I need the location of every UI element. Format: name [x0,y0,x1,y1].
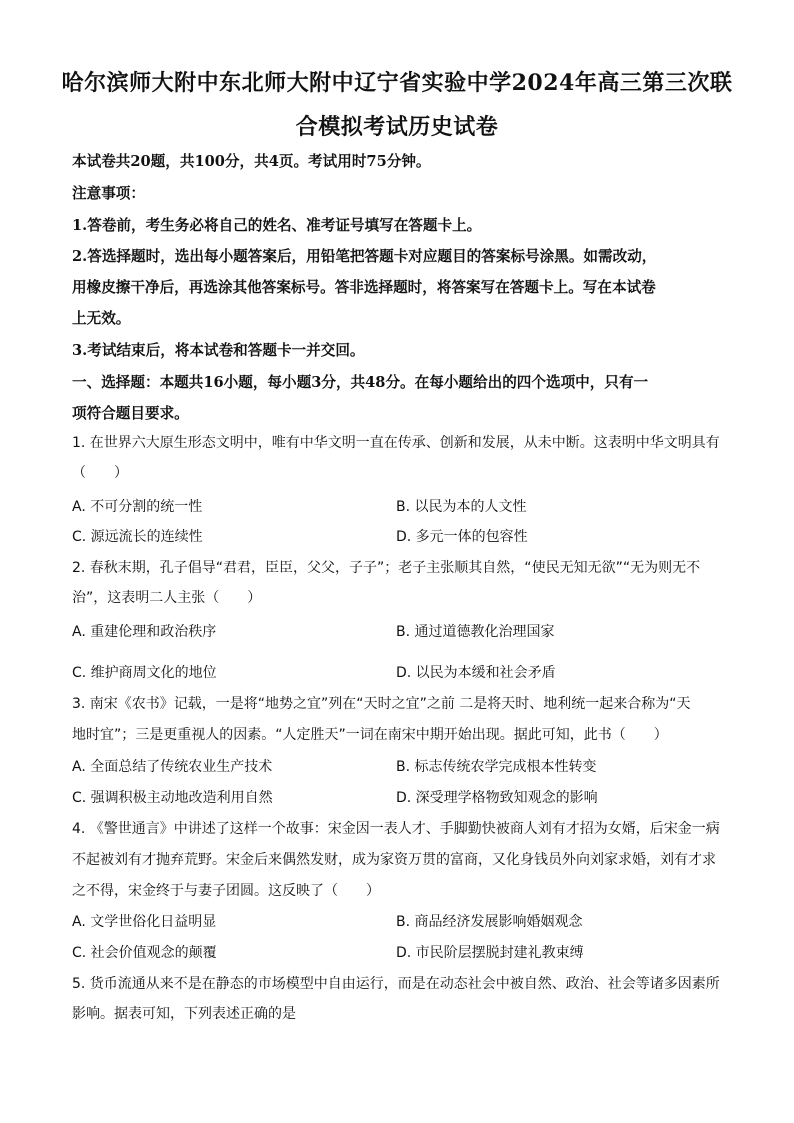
question-2-option-b: B. 通过道德教化治理国家 [396,624,555,640]
exam-title-line-2: 合模拟考试历史试卷 [295,114,499,140]
note-line: 3.考试结束后，将本试卷和答题卡一并交回。 [72,342,365,359]
question-3-stem: 3. 南宋《农书》记载，一是将“地势之宜”列在“天时之宜”之前 二是将天时、地利统一起来合称为“天 [72,696,691,712]
question-3-option-b: B. 标志传统农学完成根本性转变 [396,759,597,775]
question-2-option-a: A. 重建伦理和政治秩序 [72,624,217,640]
question-3-option-d: D. 深受理学格物致知观念的影响 [396,790,598,806]
question-5-stem: 影响。据表可知，下列表述正确的是 [72,1006,296,1022]
question-2-option-c: C. 维护商周文化的地位 [72,665,217,681]
section-heading: 项符合题目要求。 [72,405,189,422]
question-4-stem: 之不得，宋金终于与妻子团圆。这反映了（ ） [72,883,380,899]
question-5-stem: 5. 货币流通从来不是在静态的市场模型中自由运行，而是在动态社会中被自然、政治、社会等诸多因素所 [72,976,720,992]
question-1-option-d: D. 多元一体的包容性 [396,529,528,545]
note-line: 1.答卷前，考生务必将自己的姓名、准考证号填写在答题卡上。 [72,217,482,234]
question-1-option-a: A. 不可分割的统一性 [72,499,203,515]
question-4-option-c: C. 社会价值观念的颠覆 [72,945,217,961]
question-1-option-c: C. 源远流长的连续性 [72,529,203,545]
note-line: 上无效。 [72,310,131,327]
question-4-stem: 4. 《警世通言》中讲述了这样一个故事：宋金因一表人才、手脚勤快被商人刘有才招为女婿，后宋金一病 [72,821,720,837]
question-1-stem: 1. 在世界六大原生形态文明中，唯有中华文明一直在传承、创新和发展，从未中断。这表明中华文明具有 [72,435,720,451]
notice-heading: 注意事项： [72,185,145,202]
exam-intro: 本试卷共20题，共100分，共4页。考试用时75分钟。 [72,153,431,170]
question-4-option-b: B. 商品经济发展影响婚姻观念 [396,914,583,930]
question-1-option-b: B. 以民为本的人文性 [396,499,527,515]
question-3-option-a: A. 全面总结了传统农业生产技术 [72,759,273,775]
question-4-stem: 不起被刘有才抛弃荒野。宋金后来偶然发财，成为家资万贯的富商，又化身钱员外向刘家求婚，刘有才求 [72,852,716,868]
note-line: 用橡皮擦干净后，再选涂其他答案标号。答非选择题时，将答案写在答题卡上。写在本试卷 [72,279,656,296]
question-2-stem: 2. 春秋末期，孔子倡导“君君，臣臣，父父，子子”；老子主张顺其自然，“使民无知无欲”“无为则无不 [72,560,701,576]
question-3-stem: 地时宜”；三是更重视人的因素。“人定胜天”一词在南宋中期开始出现。据此可知，此书（ ） [72,727,668,743]
question-2-option-d: D. 以民为本缓和社会矛盾 [396,665,556,681]
question-2-stem: 治”，这表明二人主张（ ） [72,590,262,606]
exam-title-line-1: 哈尔滨师大附中东北师大附中辽宁省实验中学2024年高三第三次联 [61,70,733,96]
question-4-option-d: D. 市民阶层摆脱封建礼教束缚 [396,945,584,961]
question-3-option-c: C. 强调积极主动地改造利用自然 [72,790,273,806]
note-line: 2.答选择题时，选出每小题答案后，用铅笔把答题卡对应题目的答案标号涂黑。如需改动， [72,248,657,265]
question-1-stem: （ ） [72,465,128,481]
question-4-option-a: A. 文学世俗化日益明显 [72,914,217,930]
section-heading: 一、选择题：本题共16小题，每小题3分，共48分。在每小题给出的四个选项中，只有一 [72,374,649,391]
